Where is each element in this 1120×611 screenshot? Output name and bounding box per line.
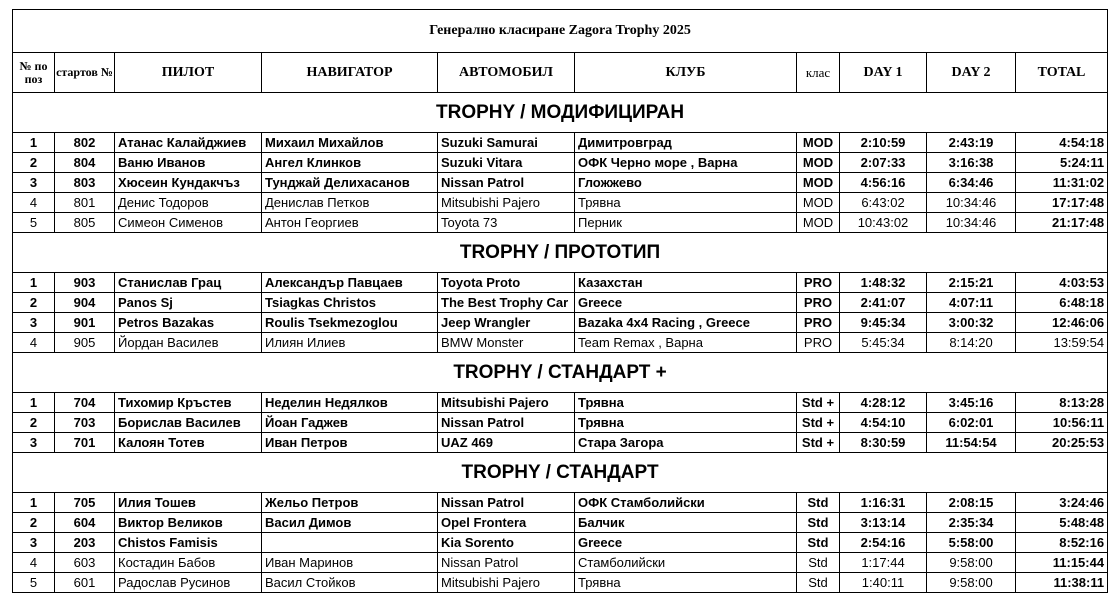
cell-start: 805 <box>55 213 115 233</box>
cell-pos: 3 <box>13 433 55 453</box>
table-row <box>13 153 1108 173</box>
cell-navigator: Антон Георгиев <box>262 213 438 233</box>
cell-day1: 4:54:10 <box>840 413 927 433</box>
cell-total: 10:56:11 <box>1016 413 1108 433</box>
cell-total: 6:48:18 <box>1016 293 1108 313</box>
cell-pos: 2 <box>13 153 55 173</box>
section-header <box>13 453 1108 493</box>
cell-total: 3:24:46 <box>1016 493 1108 513</box>
cell-total: 5:48:48 <box>1016 513 1108 533</box>
cell-pilot: Хюсеин Кундакчъз <box>115 173 262 193</box>
cell-klas: MOD <box>797 213 840 233</box>
cell-pos: 1 <box>13 133 55 153</box>
cell-club: Балчик <box>575 513 797 533</box>
cell-day2: 8:14:20 <box>927 333 1016 353</box>
col-header-start: стартов № <box>55 53 115 93</box>
cell-day2: 5:58:00 <box>927 533 1016 553</box>
cell-day1: 4:56:16 <box>840 173 927 193</box>
cell-club: Трявна <box>575 413 797 433</box>
cell-start: 803 <box>55 173 115 193</box>
cell-club: Стамболийски <box>575 553 797 573</box>
col-header-pos: № по поз <box>13 53 55 93</box>
section-title: TROPHY / СТАНДАРТ + <box>13 353 1108 393</box>
table-row <box>13 413 1108 433</box>
cell-club: ОФК Стамболийски <box>575 493 797 513</box>
cell-pilot: Panos Sj <box>115 293 262 313</box>
cell-klas: Std + <box>797 413 840 433</box>
section-header <box>13 233 1108 273</box>
cell-pilot: Petros Bazakas <box>115 313 262 333</box>
table-row <box>13 213 1108 233</box>
col-header-day1: DAY 1 <box>840 53 927 93</box>
cell-start: 601 <box>55 573 115 593</box>
cell-total: 11:31:02 <box>1016 173 1108 193</box>
cell-car: BMW Monster <box>438 333 575 353</box>
cell-car: Kia Sorento <box>438 533 575 553</box>
cell-day2: 4:07:11 <box>927 293 1016 313</box>
cell-pilot: Станислав Грац <box>115 273 262 293</box>
cell-total: 20:25:53 <box>1016 433 1108 453</box>
cell-car: Suzuki Vitara <box>438 153 575 173</box>
cell-car: Nissan Patrol <box>438 553 575 573</box>
section-header <box>13 353 1108 393</box>
section-header <box>13 93 1108 133</box>
cell-pos: 2 <box>13 513 55 533</box>
cell-car: Mitsubishi Pajero <box>438 573 575 593</box>
cell-car: Toyota 73 <box>438 213 575 233</box>
cell-start: 203 <box>55 533 115 553</box>
cell-pilot: Борислав Василев <box>115 413 262 433</box>
cell-day1: 5:45:34 <box>840 333 927 353</box>
cell-car: UAZ 469 <box>438 433 575 453</box>
cell-day2: 10:34:46 <box>927 213 1016 233</box>
cell-total: 4:54:18 <box>1016 133 1108 153</box>
cell-start: 703 <box>55 413 115 433</box>
cell-club: Team Remax , Варна <box>575 333 797 353</box>
table-row <box>13 533 1108 553</box>
results-table <box>12 9 1108 593</box>
cell-total: 11:15:44 <box>1016 553 1108 573</box>
table-row <box>13 493 1108 513</box>
cell-start: 802 <box>55 133 115 153</box>
cell-car: The Best Trophy Car <box>438 293 575 313</box>
cell-pilot: Калоян Тотев <box>115 433 262 453</box>
cell-day1: 1:17:44 <box>840 553 927 573</box>
cell-navigator: Йоан Гаджев <box>262 413 438 433</box>
cell-total: 21:17:48 <box>1016 213 1108 233</box>
cell-start: 705 <box>55 493 115 513</box>
cell-pos: 4 <box>13 553 55 573</box>
cell-klas: PRO <box>797 273 840 293</box>
cell-car: Nissan Patrol <box>438 173 575 193</box>
table-row <box>13 273 1108 293</box>
col-header-club: КЛУБ <box>575 53 797 93</box>
cell-total: 4:03:53 <box>1016 273 1108 293</box>
cell-klas: MOD <box>797 193 840 213</box>
cell-pilot: Костадин Бабов <box>115 553 262 573</box>
cell-total: 11:38:11 <box>1016 573 1108 593</box>
cell-car: Suzuki Samurai <box>438 133 575 153</box>
cell-car: Nissan Patrol <box>438 493 575 513</box>
cell-club: Трявна <box>575 573 797 593</box>
cell-klas: Std <box>797 533 840 553</box>
cell-pos: 1 <box>13 493 55 513</box>
cell-car: Mitsubishi Pajero <box>438 193 575 213</box>
cell-day1: 1:16:31 <box>840 493 927 513</box>
cell-day2: 2:43:19 <box>927 133 1016 153</box>
cell-pos: 4 <box>13 193 55 213</box>
table-row <box>13 573 1108 593</box>
cell-day1: 9:45:34 <box>840 313 927 333</box>
cell-start: 801 <box>55 193 115 213</box>
cell-pos: 2 <box>13 413 55 433</box>
cell-pos: 1 <box>13 273 55 293</box>
cell-club: Казахстан <box>575 273 797 293</box>
cell-car: Toyota Proto <box>438 273 575 293</box>
section-title: TROPHY / СТАНДАРТ <box>13 453 1108 493</box>
cell-navigator: Васил Димов <box>262 513 438 533</box>
cell-klas: PRO <box>797 293 840 313</box>
cell-car: Mitsubishi Pajero <box>438 393 575 413</box>
cell-day2: 9:58:00 <box>927 553 1016 573</box>
cell-navigator: Жельо Петров <box>262 493 438 513</box>
section-title: TROPHY / ПРОТОТИП <box>13 233 1108 273</box>
cell-club: Greece <box>575 293 797 313</box>
cell-club: Трявна <box>575 193 797 213</box>
cell-club: Димитровград <box>575 133 797 153</box>
cell-total: 5:24:11 <box>1016 153 1108 173</box>
cell-total: 13:59:54 <box>1016 333 1108 353</box>
cell-day2: 11:54:54 <box>927 433 1016 453</box>
cell-start: 905 <box>55 333 115 353</box>
cell-car: Nissan Patrol <box>438 413 575 433</box>
table-row <box>13 173 1108 193</box>
cell-day2: 3:45:16 <box>927 393 1016 413</box>
cell-pilot: Виктор Великов <box>115 513 262 533</box>
table-row <box>13 193 1108 213</box>
cell-day2: 2:08:15 <box>927 493 1016 513</box>
table-row <box>13 293 1108 313</box>
cell-pos: 3 <box>13 533 55 553</box>
cell-club: Трявна <box>575 393 797 413</box>
cell-start: 704 <box>55 393 115 413</box>
cell-club: Гложжево <box>575 173 797 193</box>
cell-klas: PRO <box>797 333 840 353</box>
table-row <box>13 553 1108 573</box>
col-header-pilot: ПИЛОТ <box>115 53 262 93</box>
cell-pilot: Симеон Сименов <box>115 213 262 233</box>
col-header-navigator: НАВИГАТОР <box>262 53 438 93</box>
cell-day1: 4:28:12 <box>840 393 927 413</box>
cell-pos: 2 <box>13 293 55 313</box>
col-header-day2: DAY 2 <box>927 53 1016 93</box>
cell-pilot: Ваню Иванов <box>115 153 262 173</box>
cell-pos: 1 <box>13 393 55 413</box>
table-row <box>13 433 1108 453</box>
cell-day1: 2:10:59 <box>840 133 927 153</box>
cell-day1: 8:30:59 <box>840 433 927 453</box>
cell-car: Opel Frontera <box>438 513 575 533</box>
col-header-car: АВТОМОБИЛ <box>438 53 575 93</box>
cell-navigator <box>262 533 438 553</box>
cell-pos: 5 <box>13 573 55 593</box>
cell-navigator: Иван Маринов <box>262 553 438 573</box>
cell-navigator: Roulis Tsekmezoglou <box>262 313 438 333</box>
cell-pilot: Йордан Василев <box>115 333 262 353</box>
cell-day2: 2:15:21 <box>927 273 1016 293</box>
cell-pilot: Chistos Famisis <box>115 533 262 553</box>
cell-navigator: Тунджай Делихасанов <box>262 173 438 193</box>
cell-day1: 3:13:14 <box>840 513 927 533</box>
cell-day1: 6:43:02 <box>840 193 927 213</box>
cell-day1: 1:48:32 <box>840 273 927 293</box>
cell-day1: 2:41:07 <box>840 293 927 313</box>
header-row <box>13 53 1108 93</box>
page-title: Генерално класиране Zagora Trophy 2025 <box>13 10 1108 53</box>
cell-total: 12:46:06 <box>1016 313 1108 333</box>
cell-start: 603 <box>55 553 115 573</box>
cell-navigator: Неделин Недялков <box>262 393 438 413</box>
cell-club: Greece <box>575 533 797 553</box>
cell-start: 903 <box>55 273 115 293</box>
cell-day1: 1:40:11 <box>840 573 927 593</box>
cell-klas: Std <box>797 553 840 573</box>
cell-day1: 10:43:02 <box>840 213 927 233</box>
cell-club: Bazaka 4x4 Racing , Greece <box>575 313 797 333</box>
cell-total: 17:17:48 <box>1016 193 1108 213</box>
cell-car: Jeep Wrangler <box>438 313 575 333</box>
cell-navigator: Ангел Клинков <box>262 153 438 173</box>
col-header-total: TOTAL <box>1016 53 1108 93</box>
cell-club: Стара Загора <box>575 433 797 453</box>
cell-start: 804 <box>55 153 115 173</box>
cell-club: Перник <box>575 213 797 233</box>
cell-klas: Std + <box>797 433 840 453</box>
cell-pos: 4 <box>13 333 55 353</box>
cell-klas: Std <box>797 513 840 533</box>
cell-navigator: Александър Павцаев <box>262 273 438 293</box>
cell-navigator: Иван Петров <box>262 433 438 453</box>
table-row <box>13 393 1108 413</box>
cell-pilot: Радослав Русинов <box>115 573 262 593</box>
col-header-klas: клас <box>797 53 840 93</box>
cell-total: 8:13:28 <box>1016 393 1108 413</box>
cell-start: 604 <box>55 513 115 533</box>
cell-pilot: Тихомир Кръстев <box>115 393 262 413</box>
cell-day2: 3:16:38 <box>927 153 1016 173</box>
cell-navigator: Михаил Михайлов <box>262 133 438 153</box>
cell-day2: 2:35:34 <box>927 513 1016 533</box>
cell-klas: PRO <box>797 313 840 333</box>
table-row <box>13 513 1108 533</box>
cell-klas: Std <box>797 573 840 593</box>
section-title: TROPHY / МОДИФИЦИРАН <box>13 93 1108 133</box>
cell-pilot: Атанас Калайджиев <box>115 133 262 153</box>
cell-day1: 2:54:16 <box>840 533 927 553</box>
table-row <box>13 313 1108 333</box>
cell-navigator: Tsiagkas Christos <box>262 293 438 313</box>
cell-navigator: Денислав Петков <box>262 193 438 213</box>
table-row <box>13 133 1108 153</box>
cell-pos: 3 <box>13 173 55 193</box>
cell-club: ОФК Черно море , Варна <box>575 153 797 173</box>
cell-klas: Std + <box>797 393 840 413</box>
cell-start: 904 <box>55 293 115 313</box>
cell-day2: 10:34:46 <box>927 193 1016 213</box>
cell-pilot: Илия Тошев <box>115 493 262 513</box>
cell-klas: MOD <box>797 153 840 173</box>
table-row <box>13 333 1108 353</box>
cell-day2: 6:02:01 <box>927 413 1016 433</box>
cell-day1: 2:07:33 <box>840 153 927 173</box>
cell-klas: Std <box>797 493 840 513</box>
cell-klas: MOD <box>797 133 840 153</box>
cell-day2: 3:00:32 <box>927 313 1016 333</box>
cell-start: 901 <box>55 313 115 333</box>
cell-day2: 9:58:00 <box>927 573 1016 593</box>
cell-navigator: Васил Стойков <box>262 573 438 593</box>
cell-pilot: Денис Тодоров <box>115 193 262 213</box>
cell-pos: 3 <box>13 313 55 333</box>
cell-pos: 5 <box>13 213 55 233</box>
cell-total: 8:52:16 <box>1016 533 1108 553</box>
cell-start: 701 <box>55 433 115 453</box>
cell-day2: 6:34:46 <box>927 173 1016 193</box>
cell-navigator: Илиян Илиев <box>262 333 438 353</box>
cell-klas: MOD <box>797 173 840 193</box>
